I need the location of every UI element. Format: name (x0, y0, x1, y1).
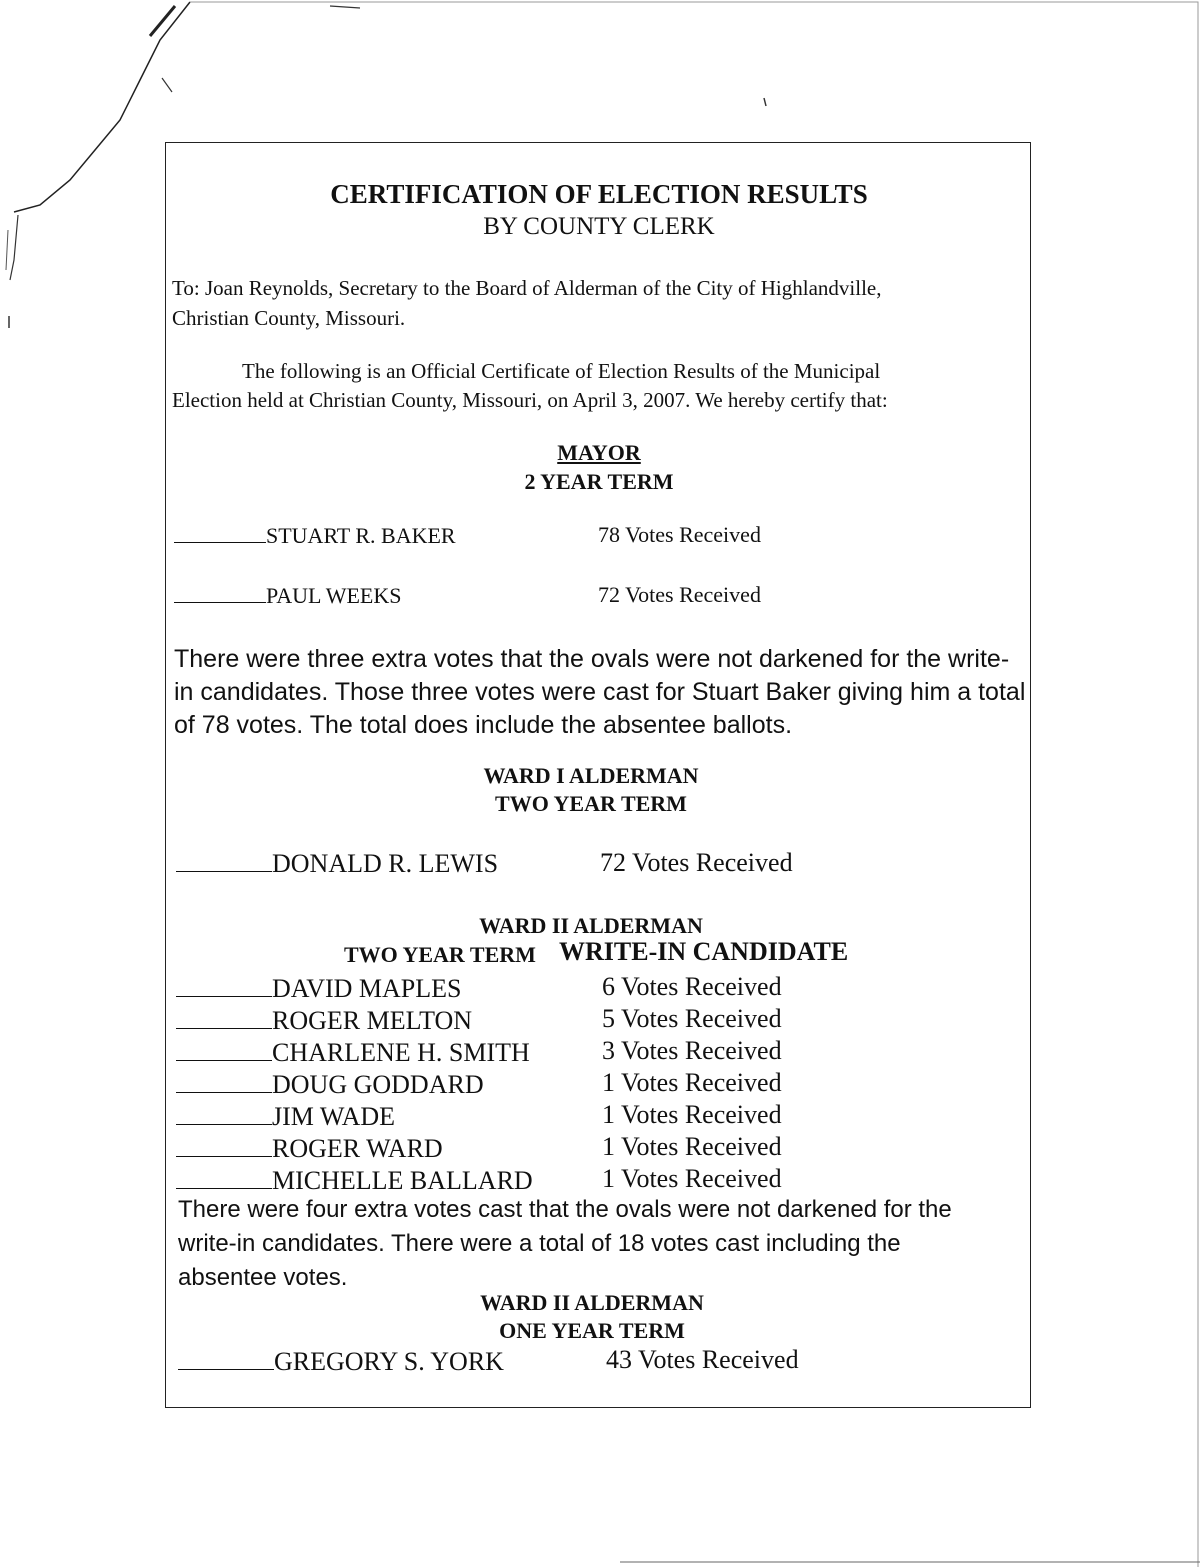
mark-blank (176, 870, 272, 872)
mayor-candidate-row (174, 523, 456, 549)
candidate-votes: 43 Votes Received (606, 1345, 799, 1374)
addressee-line-1: To: Joan Reynolds, Secretary to the Board of Alderman of the City of Highlandville, (172, 276, 882, 300)
note-line: absentee votes. (178, 1264, 348, 1291)
mark-blank (178, 1368, 274, 1370)
write-in-label: WRITE-IN CANDIDATE (559, 937, 849, 966)
candidate-votes: 72 Votes Received (600, 848, 793, 877)
candidate-votes: 78 Votes Received (598, 522, 761, 547)
intro-line-2: Election held at Christian County, Missouri, on April 3, 2007. We hereby certify that: (172, 388, 888, 412)
ward1-heading: WARD I ALDERMAN (483, 763, 699, 788)
candidate-name: PAUL WEEKS (266, 583, 402, 608)
ward2-note (178, 1193, 952, 1295)
ward2-one-year-term: ONE YEAR TERM (499, 1318, 685, 1343)
candidate-votes: 1 Votes Received (602, 1132, 782, 1161)
ward1-term: TWO YEAR TERM (495, 791, 687, 816)
mark-blank (176, 1187, 272, 1189)
certificate-frame (165, 142, 1031, 1408)
candidate-votes: 5 Votes Received (602, 1004, 782, 1033)
candidate-name: MICHELLE BALLARD (272, 1166, 533, 1195)
note-line: of 78 votes. The total does include the absentee ballots. (174, 711, 793, 739)
candidate-votes: 1 Votes Received (602, 1100, 782, 1129)
candidate-name: ROGER WARD (272, 1134, 443, 1163)
candidate-votes: 6 Votes Received (602, 972, 782, 1001)
candidate-name: STUART R. BAKER (266, 523, 456, 548)
ward2-votes-list (602, 971, 782, 1195)
note-line: There were four extra votes cast that the ovals were not darkened for the (178, 1196, 952, 1223)
addressee-line-2: Christian County, Missouri. (172, 306, 406, 330)
ward1-candidate-row (176, 849, 498, 879)
mark-blank (174, 601, 266, 603)
mark-blank (176, 995, 272, 997)
note-line: There were three extra votes that the ovals were not darkened for the write- (174, 645, 1010, 673)
candidate-row (176, 1005, 533, 1037)
mayor-heading: MAYOR (557, 440, 641, 465)
mayor-note (174, 643, 1025, 742)
candidate-row (176, 1037, 533, 1069)
ward2-one-year-candidate-row (178, 1347, 504, 1377)
candidate-name: CHARLENE H. SMITH (272, 1038, 530, 1067)
candidate-name: GREGORY S. YORK (274, 1347, 504, 1376)
mark-blank (176, 1155, 272, 1157)
intro-line-1: The following is an Official Certificate of Election Results of the Municipal (242, 359, 881, 383)
mark-blank (176, 1059, 272, 1061)
candidate-name: ROGER MELTON (272, 1006, 473, 1035)
candidate-row (176, 1133, 533, 1165)
mark-blank (176, 1091, 272, 1093)
candidate-votes: 1 Votes Received (602, 1068, 782, 1097)
candidate-votes: 1 Votes Received (602, 1164, 782, 1193)
mark-blank (176, 1027, 272, 1029)
mark-blank (174, 541, 266, 543)
candidate-row (176, 1101, 533, 1133)
ward2-candidate-list (176, 973, 533, 1197)
ward2-term: TWO YEAR TERM (344, 942, 536, 967)
ward2-one-year-heading: WARD II ALDERMAN (480, 1290, 704, 1315)
mark-blank (176, 1123, 272, 1125)
candidate-votes: 3 Votes Received (602, 1036, 782, 1065)
note-line: in candidates. Those three votes were cast for Stuart Baker giving him a total (174, 678, 1026, 706)
candidate-name: DOUG GODDARD (272, 1070, 484, 1099)
mayor-term: 2 YEAR TERM (524, 469, 674, 494)
document-title: CERTIFICATION OF ELECTION RESULTS (330, 179, 868, 209)
candidate-name: JIM WADE (272, 1102, 396, 1131)
candidate-row (176, 973, 533, 1005)
ward2-heading: WARD II ALDERMAN (479, 913, 703, 938)
mayor-candidate-row (174, 583, 401, 609)
note-line: write-in candidates. There were a total of 18 votes cast including the (178, 1230, 901, 1257)
candidate-row (176, 1069, 533, 1101)
candidate-name: DAVID MAPLES (272, 974, 462, 1003)
candidate-name: DONALD R. LEWIS (272, 849, 499, 878)
document-subtitle: BY COUNTY CLERK (483, 213, 715, 240)
candidate-votes: 72 Votes Received (598, 582, 761, 607)
